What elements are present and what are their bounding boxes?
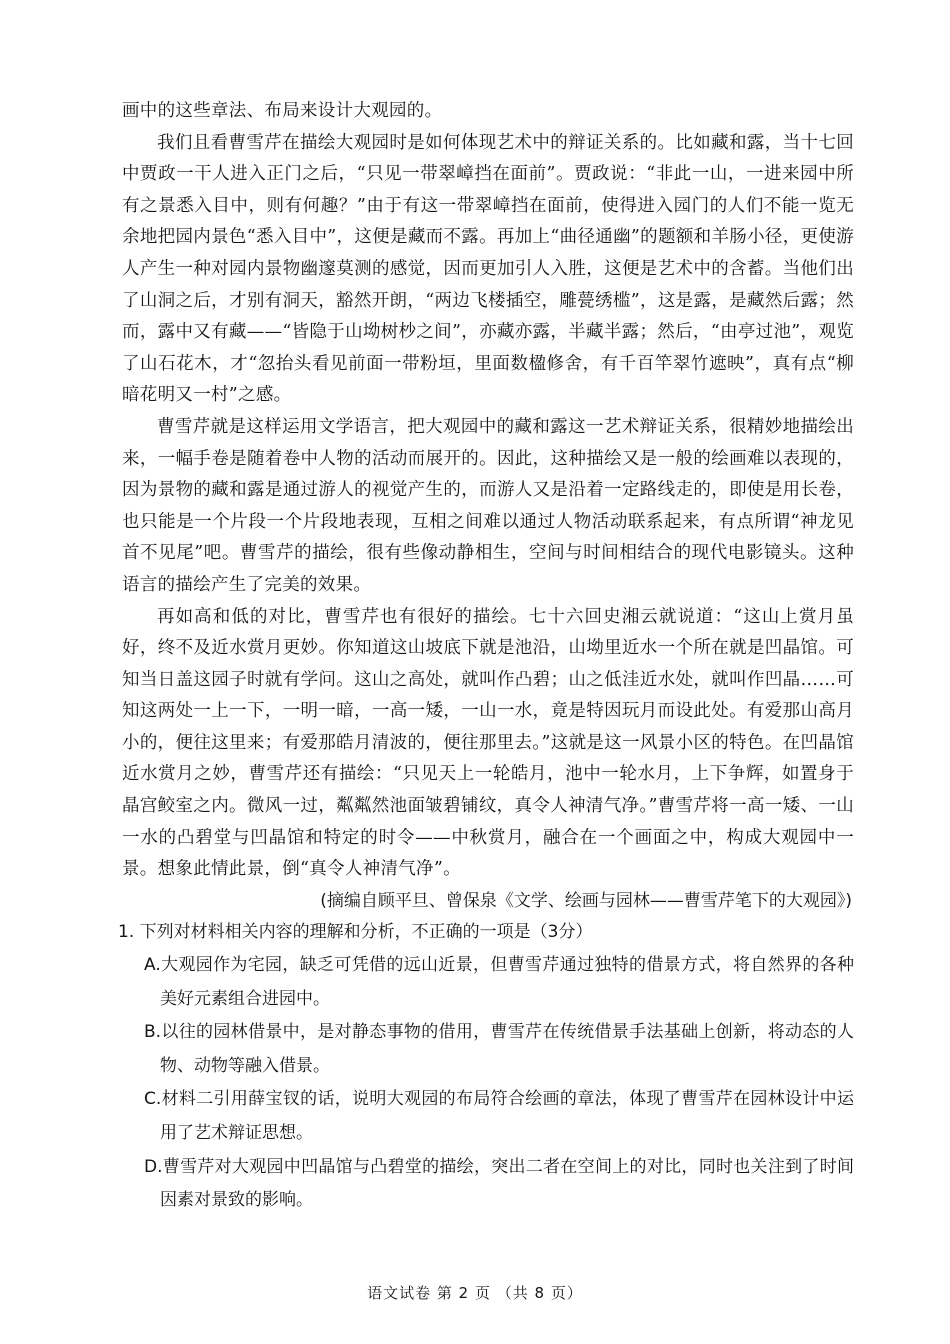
option-c: C.材料二引用薛宝钗的话，说明大观园的布局符合绘画的章法，体现了曹雪芹在园林设计中运用了艺术辩证思想。 [144, 1089, 854, 1143]
question-block [118, 917, 854, 1217]
body-paragraph-concealment: 我们且看曹雪芹在描绘大观园时是如何体现艺术中的辩证关系的。比如藏和露，当十七回中贾政一干人进入正门之后，“只见一带翠嶂挡在面前”。贾政说：“非此一山，一进来园中所有之景悉入目中，则有何趣？”由于有这一带翠嶂挡在面前，使得进入园门的人们不能一览无余地把园内景色“悉入目中”，这便是藏而不露。再加上“曲径通幽”的题额和羊肠小径，更使游人产生一种对园内景物幽邃莫测的感觉，因而更加引人入胜，这便是艺术中的含蓄。当他们出了山洞之后，才别有洞天，豁然开朗，“两边飞楼插空，雕甍绣槛”，这是露，是藏然后露；然而，露中又有藏——“皆隐于山坳树杪之间”，亦藏亦露，半藏半露；然后，“由亭过池”，观览了山石花木，才“忽抬头看见前面一带粉垣，里面数楹修舍，有千百竿翠竹遮映”，真有点“柳暗花明又一村”之感。 [122, 132, 854, 406]
option-b: B.以往的园林借景中，是对静态事物的借用，曹雪芹在传统借景手法基础上创新，将动态的人物、动物等融入借景。 [144, 1022, 854, 1076]
body-paragraph-language: 曹雪芹就是这样运用文学语言，把大观园中的藏和露这一艺术辩证关系，很精妙地描绘出来，一幅手卷是随着卷中人物的活动而展开的。因此，这种描绘又是一般的绘画难以表现的，因为景物的藏和露是通过游人的视觉产生的，而游人又是沿着一定路线走的，即使是用长卷，也只能是一个片段一个片段地表现，互相之间难以通过人物活动联系起来，有点所谓“神龙见首不见尾”吧。曹雪芹的描绘，很有些像动静相生，空间与时间相结合的现代电影镜头。这种语言的描绘产生了完美的效果。 [122, 416, 854, 595]
body-paragraph-continuation: 画中的这些章法、布局来设计大观园的。 [122, 101, 443, 121]
option-d: D.曹雪芹对大观园中凹晶馆与凸碧堂的描绘，突出二者在空间上的对比，同时也关注到了时间因素对景致的影响。 [144, 1156, 854, 1211]
question-stem: 1. 下列对材料相关内容的理解和分析，不正确的一项是（3分） [118, 922, 593, 943]
page-footer: 语文试卷 第 2 页 （共 8 页） [367, 1284, 583, 1302]
body-paragraph-height-contrast: 再如高和低的对比，曹雪芹也有很好的描绘。七十六回史湘云就说道：“这山上赏月虽好，终不及近水赏月更妙。你知道这山坡底下就是池沿，山坳里近水一个所在就是凹晶馆。可知当日盖这园子时就有学问。这山之高处，就叫作凸碧；山之低洼近水处，就叫作凹晶……可知这两处一上一下，一明一暗，一高一矮，一山一水，竟是特因玩月而设此处。有爱那山高月小的，便往这里来；有爱那皓月清波的，便往那里去。”这就是这一风景小区的特色。在凹晶馆近水赏月之妙，曹雪芹还有描绘：“只见天上一轮皓月，池中一轮水月，上下争辉，如置身于晶宫鲛室之内。微风一过，粼粼然池面皱碧铺纹，真令人神清气净。”曹雪芹将一高一矮、一山一水的凸碧堂与凹晶馆和特定的时令——中秋赏月，融合在一个画面之中，构成大观园中一景。想象此情此景，倒“真令人神清气净”。 [122, 606, 854, 880]
option-a: A.大观园作为宅园，缺乏可凭借的远山近景，但曹雪芹通过独特的借景方式，将自然界的各种美好元素组合进园中。 [144, 955, 854, 1009]
source-citation: (摘编自顾平旦、曾保泉《文学、绘画与园林——曹雪芹笔下的大观园》) [320, 890, 852, 911]
